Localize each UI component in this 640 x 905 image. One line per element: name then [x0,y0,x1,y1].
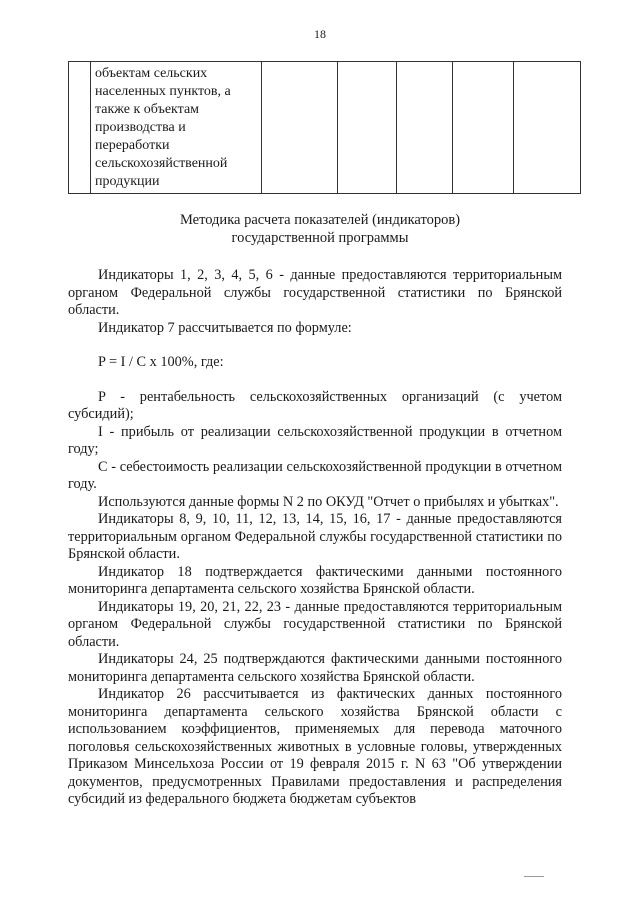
table-cell-empty [338,62,397,194]
table-cell-empty [262,62,338,194]
section-title-line: Методика расчета показателей (индикаторов) [179,212,461,228]
paragraph: Индикаторы 19, 20, 21, 22, 23 - данные предоставляются территориальным органом Федеральной службы государственной статистики по Брянской области. [68,598,562,650]
paragraph: Индикаторы 1, 2, 3, 4, 5, 6 - данные предоставляются территориальным органом Федеральной службы государственной статистики по Брянской области. [68,267,562,318]
paragraph: Индикатор 7 рассчитывается по формуле: [98,319,352,336]
table-cell-text: объектам сельских населенных пунктов, а также к объектам производства и переработки сельскохозяйственной продукции [95,66,231,189]
methodology-text [68,267,562,809]
paragraph: Индикатор 18 подтверждается фактическими данными постоянного мониторинга департамента сельского хозяйства Брянской области. [68,563,562,597]
paragraph: Индикатор 26 рассчитывается из фактических данных постоянного мониторинга департамента сельского хозяйства Брянской области с использованием коэффициентов, применяемых для перевода маточного поголовья сельскохозяйственных животных в условные головы, утвержденных Приказом Минсельхоза России от 19 февраля 2015 г. N 63 "Об утверждении документов, предусмотренных Правилами предоставления и распределения субсидий из федерального бюджета бюджетам субъектов [68,686,562,807]
table-cell-empty [453,62,514,194]
section-title-line: государственной программы [231,230,409,246]
table-cell-number [69,62,91,194]
formula: P = I / C x 100%, где: [98,354,224,370]
table-cell-empty [514,62,581,194]
paragraph: Используются данные формы N 2 по ОКУД "Отчет о прибылях и убытках". [98,493,559,510]
section-title [0,211,640,247]
paragraph: P - рентабельность сельскохозяйственных организаций (с учетом субсидий); [68,388,562,422]
table-cell-empty [397,62,453,194]
page-number: 18 [314,27,326,41]
paragraph: Индикаторы 8, 9, 10, 11, 12, 13, 14, 15, 16, 17 - данные предоставляются территориальным органом Федеральной службы государственной статистики по Брянской области. [68,511,562,562]
paragraph: Индикаторы 24, 25 подтверждаются фактическими данными постоянного мониторинга департамента сельского хозяйства Брянской области. [68,651,562,685]
paragraph: C - себестоимость реализации сельскохозяйственной продукции в отчетном году. [68,458,562,492]
table-cell-name [91,62,262,194]
page-edge-mark [524,876,544,877]
paragraph: I - прибыль от реализации сельскохозяйственной продукции в отчетном году; [68,423,562,457]
table-row [69,62,581,194]
continued-table [68,61,581,194]
